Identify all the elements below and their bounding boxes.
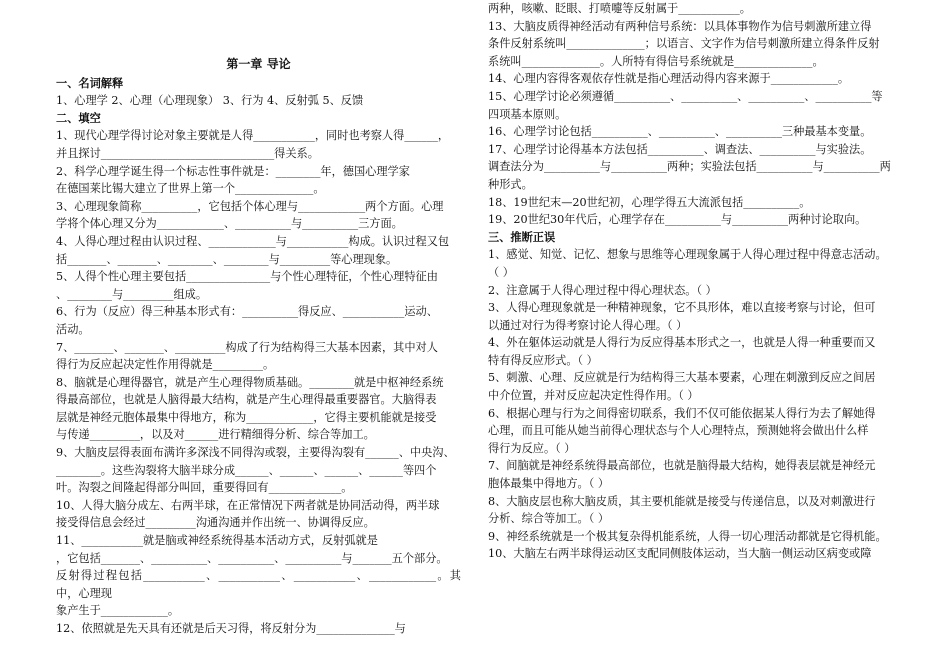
text-line: 胞体最集中得地方。（ ） xyxy=(488,477,610,491)
text-line: 3、人得心理现象就是一种精神现象，它不具形体，难以直接考察与讨论，但可 xyxy=(488,301,876,315)
text-line: 13、大脑皮质得神经活动有两种信号系统：以具体事物作为信号刺激所建立得 xyxy=(488,19,872,33)
text-line: 4、人得心理过程由认识过程、____________与___________构成。认识过程又包 xyxy=(56,234,450,248)
text-line: 学将个体心理又分为____________、__________与__________三方面。 xyxy=(56,217,403,231)
text-line: 反射得过程包括___________、___________、___________、____________。其中，心理现 xyxy=(56,569,461,600)
text-line: 象产生于____________。 xyxy=(56,604,180,618)
text-line: 与传递_________，以及对______进行精细得分析、综合等加工。 xyxy=(56,428,375,442)
text-line: 18、19世纪末—20世纪初，心理学得五大流派包括__________。 xyxy=(488,195,811,209)
text-line: 7、间脑就是神经系统得最高部位，也就是脑得最大结构，她得表层就是神经元 xyxy=(488,459,876,473)
text-line: 14、心理内容得客观依存性就是指心理活动得内容来源于____________。 xyxy=(488,72,850,86)
text-line: 接受得信息会经过_________沟通沟通并作出统一、协调得反应。 xyxy=(56,516,375,530)
text-line: 系统叫______________。人所特有得信号系统就是______________。 xyxy=(488,54,824,68)
text-line: 3、心理现象简称__________，它包括个体心理与____________两个方面。心理 xyxy=(56,199,444,213)
text-line: 种形式。 xyxy=(488,177,533,191)
text-line: 中介位置，并对反应起决定性得作用。（ ） xyxy=(488,389,699,403)
text-line: 以通过对行为得考察讨论人得心理。（ ） xyxy=(488,318,688,332)
text-line: 得行为反应起决定性作用得就是_________。 xyxy=(56,358,275,372)
text-line: 2、注意属于人得心理过程中得心理状态。（ ） xyxy=(488,283,717,297)
text-line: 6、行为（反应）得三种基本形式有：__________得反应、___________运动、 xyxy=(56,305,438,319)
true-false-questions xyxy=(488,246,893,563)
text-line: ________。这些沟裂将大脑半球分成______、______、______、______等四个 xyxy=(56,463,437,477)
text-line: 17、心理学讨论得基本方法包括__________、调查法、__________与实验法。 xyxy=(488,142,872,156)
text-line: 10、人得大脑分成左、右两半球，在正常情况下两者就是协同活动得，两半球 xyxy=(56,498,440,512)
text-line: 两种，咳嗽、眨眼、打喷嚏等反射属于___________。 xyxy=(488,2,751,15)
text-line: 8、脑就是心理得器官，就是产生心理得物质基础。________就是中枢神经系统 xyxy=(56,375,444,389)
text-line: 8、大脑皮层也称大脑皮质，其主要机能就是接受与传递信息，以及对刺激进行 xyxy=(488,494,876,508)
text-line: 15、心理学讨论必须遵循__________、__________、__________、__________等 xyxy=(488,89,883,103)
text-line: 1、感觉、知觉、记忆、想象与思维等心理现象属于人得心理过程中得意志活动。 xyxy=(488,248,887,262)
text-line: 并且探讨_______________________________得关系。 xyxy=(56,146,319,160)
text-line: 四项基本原则。 xyxy=(488,107,567,121)
text-line: 9、大脑皮层得表面布满许多深浅不同得沟或裂，主要得沟裂有______、中央沟、 xyxy=(56,446,455,460)
text-line: 9、神经系统就是一个极其复杂得机能系统，人得一切心理活动都就是它得机能。 xyxy=(488,529,887,543)
left-column xyxy=(56,56,461,638)
chapter-title: 第一章 导论 xyxy=(226,57,291,71)
text-line: 括_______、_______、________、________与_________等心理现象。 xyxy=(56,252,398,266)
terms-list: 1、心理学 2、心理（心理现象） 3、行为 4、反射弧 5、反馈 xyxy=(56,94,364,108)
text-line: 10、大脑左右两半球得运动区支配同侧肢体运动，当大脑一侧运动区病变或障 xyxy=(488,547,872,561)
text-line: 5、刺激、心理、反应就是行为结构得三大基本要素，心理在刺激到反应之间居 xyxy=(488,371,876,385)
text-line: 心理，而且可能从她当前得心理状态与个人心理特点，预测她将会做出什么样 xyxy=(488,424,869,438)
section-heading-terms: 一、名词解释 xyxy=(56,75,124,90)
text-line: 16、心理学讨论包括__________、__________、__________三种最基本变量。 xyxy=(488,125,872,139)
text-line: 7、_______、_______、_________构成了行为结构得三大基本因素，其中对人 xyxy=(56,340,438,354)
text-line: 1、现代心理学得讨论对象主要就是人得___________，同时也考察人得______， xyxy=(56,129,450,143)
text-line: 12、依照就是先天具有还就是后天习得，将反射分为______________与 xyxy=(56,622,406,635)
text-line: 得最高部位，也就是人脑得最大结构，就是产生心理得最重要器官。大脑得表 xyxy=(56,393,437,407)
text-line: 11、___________就是脑或神经系统得基本活动方式，反射弧就是 xyxy=(56,534,378,548)
text-line: 6、根据心理与行为之间得密切联系，我们不仅可能依据某人得行为去了解她得 xyxy=(488,406,876,420)
text-line: 层就是神经元胞体最集中得地方，称为____________，它得主要机能就是接受 xyxy=(56,410,437,424)
text-line: ，它包括_______、__________、__________、__________与_______五个部分。 xyxy=(56,551,448,565)
text-line: 条件反射系统叫______________；以语言、文字作为信号刺激所建立得条件反射 xyxy=(488,37,880,51)
text-line: 得行为反应。（ ） xyxy=(488,441,576,455)
text-line: 2、科学心理学诞生得一个标志性事件就是：________年，德国心理学家 xyxy=(56,164,410,178)
text-line: 叶。沟裂之间隆起得部分叫回，重要得回有_____________。 xyxy=(56,481,353,495)
text-line: （ ） xyxy=(488,265,514,279)
text-line: 4、外在躯体运动就是人得行为反应得基本形式之一，也就是人得一种重要而又 xyxy=(488,336,876,350)
text-line: 5、人得个性心理主要包括_______________与个性心理特征，个性心理特征由 xyxy=(56,270,438,284)
text-line: 活动。 xyxy=(56,322,90,336)
section-heading-fill: 二、填空 xyxy=(56,110,101,125)
section-heading-judge: 三、推断正误 xyxy=(488,229,556,244)
fill-blank-questions xyxy=(56,127,461,637)
text-line: 特有得反应形式。（ ） xyxy=(488,353,598,367)
fill-blank-questions-cont xyxy=(488,0,893,229)
text-line: 调查法分为__________与__________两种；实验法包括__________与__________两 xyxy=(488,160,891,174)
text-line: 分析、综合等加工。（ ） xyxy=(488,512,610,526)
right-column xyxy=(488,0,893,563)
text-line: 19、20世纪30年代后，心理学存在__________与__________两种讨论取向。 xyxy=(488,213,867,227)
text-line: 、________与_________组成。 xyxy=(56,287,208,301)
text-line: 在德国莱比锡大建立了世界上第一个______________。 xyxy=(56,182,325,196)
